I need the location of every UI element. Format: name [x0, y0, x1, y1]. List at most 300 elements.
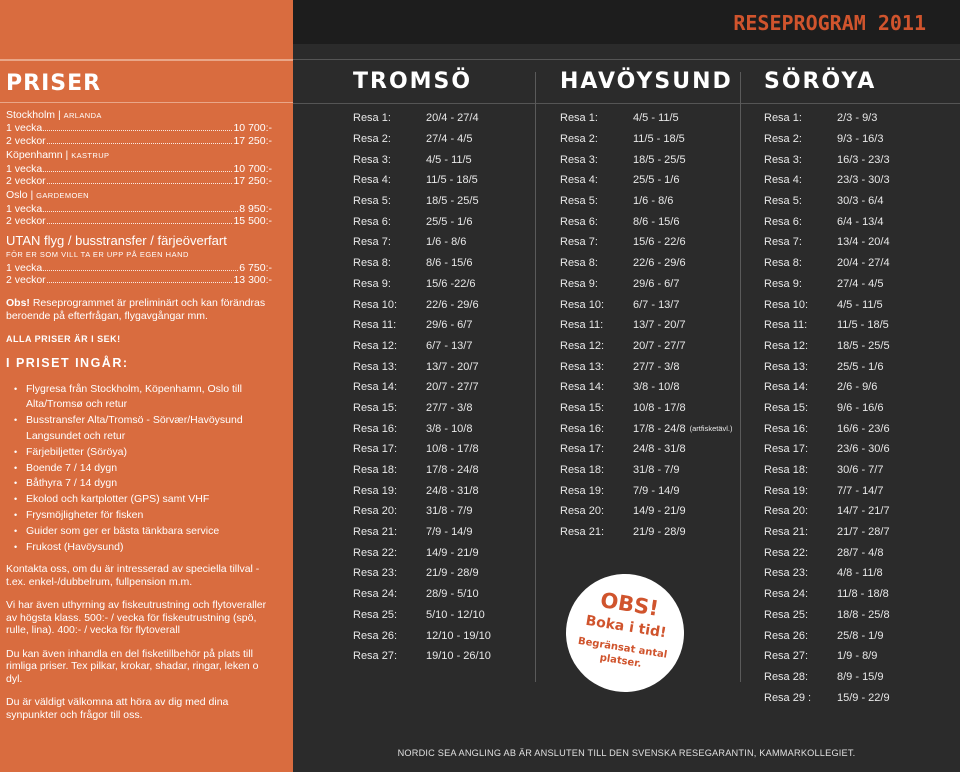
trip-dates: 29/6 - 6/7 [426, 319, 473, 332]
trip-dates: 15/6 -22/6 [426, 277, 476, 290]
footer-text: NORDIC SEA ANGLING AB ÄR ANSLUTEN TILL DEN SVENSKA RESEGARANTIN, KAMMARKOLLEGIET. [397, 748, 856, 758]
trip-dates: 12/10 - 19/10 [426, 629, 491, 642]
price-group-name: Stockholm [6, 109, 56, 121]
trip-label: Resa 10: [764, 298, 809, 311]
trip-label: Resa 18: [353, 464, 398, 477]
includes-item-text: Ekolod och kartplotter (GPS) samt VHF [26, 493, 210, 506]
paragraph-rental: Vi har även uthyrning av fiskeutrustning och flytoveraller av högsta klass. 500:- / vecka för fiskeutrustning (spö, rulle, lina). 400:- / vecka för flytoverall [6, 599, 267, 637]
trip-row [353, 108, 491, 129]
trip-row [353, 646, 491, 667]
trip-row [764, 315, 890, 336]
trip-row [764, 584, 890, 605]
trip-label: Resa 9: [560, 277, 598, 290]
trip-label: Resa 24: [353, 588, 398, 601]
price-row [6, 135, 272, 147]
trip-dates: 1/9 - 8/9 [837, 650, 878, 663]
airport-name: GARDEMOEN [36, 191, 89, 201]
trip-row [353, 542, 491, 563]
trip-row [560, 315, 733, 336]
trip-label: Resa 21: [764, 526, 809, 539]
trip-label: Resa 11: [353, 319, 397, 332]
trip-dates: 27/4 - 4/5 [426, 133, 473, 146]
trip-dates: 11/5 - 18/5 [837, 319, 889, 332]
trip-label: Resa 9: [353, 277, 391, 290]
trip-dates: 18/8 - 25/8 [837, 608, 890, 621]
trip-dates: 4/5 - 11/5 [633, 112, 679, 125]
trip-dates: 27/7 - 3/8 [426, 401, 473, 414]
top-bar [293, 0, 960, 44]
trip-row [560, 232, 733, 253]
trip-dates: 14/9 - 21/9 [426, 546, 479, 559]
includes-item [14, 476, 272, 492]
destination-heading-soroya: SÖRÖYA [764, 69, 877, 94]
leader-dots [47, 183, 233, 184]
trip-dates: 6/7 - 13/7 [426, 339, 473, 352]
includes-item-text: Frysmöjligheter för fisken [26, 509, 144, 522]
price-value: 8 950:- [239, 202, 272, 215]
trip-label: Resa 3: [353, 153, 391, 166]
trip-dates: 11/8 - 18/8 [837, 588, 889, 601]
trip-row [353, 377, 491, 398]
price-groups [6, 109, 272, 287]
trip-row [353, 232, 491, 253]
bullet-icon: • [14, 462, 18, 473]
trip-dates: 9/6 - 16/6 [837, 401, 884, 414]
program-title: RESEPROGRAM 2011 [733, 11, 926, 35]
price-value: 13 300:- [233, 274, 272, 287]
trip-row [764, 605, 890, 626]
price-row [6, 274, 272, 286]
trip-label: Resa 4: [560, 174, 598, 187]
trip-row [353, 336, 491, 357]
trip-row [764, 294, 890, 315]
trip-label: Resa 21: [353, 526, 398, 539]
includes-item-text: Flygresa från Stockholm, Köpenhamn, Oslo till Alta/Tromsø och retur [26, 382, 242, 411]
trip-note: (artfisketävl.) [689, 424, 733, 434]
trip-row [353, 522, 491, 543]
trip-row [764, 356, 890, 377]
trip-row [353, 129, 491, 150]
trip-row [560, 377, 733, 398]
badge-line-2: Boka i tid! [584, 612, 668, 642]
trip-dates: 28/7 - 4/8 [837, 546, 884, 559]
paragraph-contact: Du är väldigt välkomna att höra av dig med dina synpunkter och frågor till oss. [6, 696, 229, 721]
trip-dates: 30/6 - 7/7 [837, 464, 884, 477]
trip-label: Resa 2: [560, 133, 598, 146]
trip-row [353, 460, 491, 481]
trip-row [764, 232, 890, 253]
trip-label: Resa 22: [353, 546, 398, 559]
trip-dates: 27/7 - 3/8 [633, 360, 680, 373]
trip-row [353, 584, 491, 605]
includes-item-text: Busstransfer Alta/Tromsö - Sörvær/Havöysund Langsundet och retur [26, 414, 243, 443]
price-row [6, 122, 272, 134]
trip-label: Resa 11: [764, 319, 808, 332]
includes-item-text: Frukost (Havöysund) [26, 540, 124, 553]
includes-list [6, 382, 272, 556]
leader-dots [43, 270, 238, 271]
trip-dates: 16/6 - 23/6 [837, 422, 890, 435]
trip-label: Resa 28: [764, 670, 809, 683]
trip-dates: 4/8 - 11/8 [837, 567, 883, 580]
trip-row [560, 253, 733, 274]
price-row [6, 215, 272, 227]
includes-item-text: Boende 7 / 14 dygn [26, 461, 118, 474]
badge-line-3: Begränsat antal platser. [577, 635, 668, 670]
trip-label: Resa 1: [764, 112, 802, 125]
trip-dates: 4/5 - 11/5 [837, 298, 883, 311]
trip-row [560, 356, 733, 377]
trip-dates: 22/6 - 29/6 [426, 298, 479, 311]
trip-label: Resa 3: [764, 153, 802, 166]
trip-row [764, 108, 890, 129]
separator: | [55, 109, 64, 121]
trip-dates: 20/7 - 27/7 [633, 339, 686, 352]
trip-dates: 30/3 - 6/4 [837, 195, 884, 208]
includes-item [14, 445, 272, 461]
trip-dates: 18/5 - 25/5 [426, 195, 479, 208]
price-value: 10 700:- [233, 162, 272, 175]
trip-row [560, 522, 733, 543]
duration-label: 1 vecka [6, 262, 43, 275]
trip-row [353, 274, 491, 295]
price-group-title [6, 109, 272, 122]
trip-row [560, 170, 733, 191]
trip-row [560, 460, 733, 481]
trip-dates: 7/7 - 14/7 [837, 484, 884, 497]
includes-item [14, 540, 272, 556]
trip-list-havoysund [560, 108, 733, 542]
includes-item-text: Guider som ger er bästa tänkbara service [26, 524, 220, 537]
trip-row [353, 563, 491, 584]
trip-row [353, 605, 491, 626]
trip-row [764, 149, 890, 170]
badge-line-1: OBS! [598, 587, 661, 621]
trip-row [353, 398, 491, 419]
includes-item [14, 413, 272, 445]
trip-label: Resa 14: [560, 381, 605, 394]
duration-label: 1 vecka [6, 202, 43, 215]
trip-dates: 8/9 - 15/9 [837, 670, 884, 683]
trip-dates: 10/8 - 17/8 [633, 401, 686, 414]
trip-row [764, 460, 890, 481]
trip-label: Resa 13: [353, 360, 398, 373]
includes-item [14, 524, 272, 540]
note-bold: Obs! [6, 296, 30, 309]
trip-label: Resa 12: [764, 339, 809, 352]
leader-dots [47, 282, 233, 283]
trip-dates: 18/5 - 25/5 [633, 153, 686, 166]
duration-label: 2 veckor [6, 134, 46, 147]
bullet-icon: • [14, 510, 18, 521]
includes-item [14, 492, 272, 508]
price-group-title [6, 233, 272, 248]
trip-label: Resa 19: [764, 484, 809, 497]
trip-label: Resa 8: [764, 257, 802, 270]
trip-label: Resa 13: [560, 360, 605, 373]
trip-list-soroya [764, 108, 890, 708]
duration-label: 1 vecka [6, 122, 43, 135]
separator: | [62, 149, 72, 162]
trip-dates: 14/9 - 21/9 [633, 505, 686, 518]
note [6, 297, 272, 323]
trip-label: Resa 26: [764, 629, 809, 642]
trip-label: Resa 10: [353, 298, 398, 311]
trip-row [560, 294, 733, 315]
trip-dates: 25/8 - 1/9 [837, 629, 884, 642]
price-value: 17 250:- [233, 175, 272, 188]
trip-label: Resa 26: [353, 629, 398, 642]
trip-dates: 20/4 - 27/4 [837, 257, 890, 270]
prices-panel [0, 0, 293, 772]
trip-dates: 13/7 - 20/7 [633, 319, 686, 332]
trip-label: Resa 9: [764, 277, 802, 290]
duration-label: 2 veckor [6, 274, 46, 287]
trip-row [353, 501, 491, 522]
trip-label: Resa 8: [353, 257, 391, 270]
trip-row [764, 439, 890, 460]
trip-label: Resa 1: [353, 112, 391, 125]
trip-row [764, 129, 890, 150]
trip-label: Resa 15: [764, 401, 809, 414]
trip-row [764, 563, 890, 584]
trip-label: Resa 5: [560, 195, 598, 208]
trip-label: Resa 12: [560, 339, 605, 352]
trip-row [560, 129, 733, 150]
divider-header [293, 103, 960, 104]
trip-dates: 6/4 - 13/4 [837, 215, 884, 228]
trip-dates: 24/8 - 31/8 [633, 443, 686, 456]
bullet-icon: • [14, 383, 18, 394]
trip-label: Resa 20: [560, 505, 605, 518]
trip-label: Resa 24: [764, 588, 809, 601]
trip-row [560, 149, 733, 170]
prices-header [0, 59, 293, 103]
trip-dates: 7/9 - 14/9 [633, 484, 680, 497]
trip-label: Resa 23: [353, 567, 398, 580]
trip-row [353, 418, 491, 439]
trip-label: Resa 20: [764, 505, 809, 518]
price-value: 15 500:- [233, 215, 272, 228]
trip-label: Resa 27: [764, 650, 809, 663]
trip-row [764, 253, 890, 274]
trip-label: Resa 29 : [764, 691, 812, 704]
trip-dates: 27/4 - 4/5 [837, 277, 884, 290]
price-value: 17 250:- [233, 134, 272, 147]
trip-dates: 25/5 - 1/6 [633, 174, 680, 187]
trip-dates: 11/5 - 18/5 [633, 133, 685, 146]
price-group-title [6, 189, 272, 202]
price-group-subtitle: FÖR ER SOM VILL TA ER UPP PÅ EGEN HAND [6, 249, 189, 259]
trip-row [560, 480, 733, 501]
trip-dates: 13/7 - 20/7 [426, 360, 479, 373]
bullet-icon: • [14, 478, 18, 489]
trip-row [764, 646, 890, 667]
divider-top [293, 59, 960, 60]
trip-row [353, 191, 491, 212]
trip-dates: 3/8 - 10/8 [426, 422, 473, 435]
trip-row [764, 336, 890, 357]
trip-label: Resa 6: [560, 215, 598, 228]
trip-dates: 20/4 - 27/4 [426, 112, 479, 125]
trip-row [764, 625, 890, 646]
price-value: 6 750:- [239, 262, 272, 275]
trip-row [560, 418, 733, 439]
trip-dates: 14/7 - 21/7 [837, 505, 890, 518]
price-row [6, 175, 272, 187]
all-prices-note: ALLA PRISER ÄR I SEK! [6, 333, 121, 344]
trip-label: Resa 18: [764, 464, 809, 477]
trip-row [764, 398, 890, 419]
includes-item-text: Färjebiljetter (Söröya) [26, 445, 127, 458]
includes-item-text: Båthyra 7 / 14 dygn [26, 477, 118, 490]
trip-row [764, 480, 890, 501]
trip-label: Resa 12: [353, 339, 398, 352]
trip-row [560, 439, 733, 460]
includes-title: I PRISET INGÅR: [6, 356, 129, 371]
trip-label: Resa 6: [764, 215, 802, 228]
trip-label: Resa 7: [353, 236, 391, 249]
separator: | [27, 189, 37, 202]
trip-dates: 15/9 - 22/9 [837, 691, 890, 704]
trip-row [353, 149, 491, 170]
trip-dates: 28/9 - 5/10 [426, 588, 479, 601]
trip-dates: 9/3 - 16/3 [837, 133, 884, 146]
price-value: 10 700:- [233, 122, 272, 135]
trip-row [764, 377, 890, 398]
includes-item [14, 508, 272, 524]
trip-row [560, 501, 733, 522]
trip-dates: 17/8 - 24/8 [426, 464, 479, 477]
trip-row [560, 336, 733, 357]
trip-label: Resa 13: [764, 360, 809, 373]
trip-dates: 21/7 - 28/7 [837, 526, 890, 539]
trip-row [764, 170, 890, 191]
trip-dates: 8/6 - 15/6 [426, 257, 473, 270]
trip-label: Resa 17: [764, 443, 809, 456]
includes-item [14, 382, 272, 414]
trip-row [560, 211, 733, 232]
trip-row [353, 315, 491, 336]
note-text: Reseprogrammet är preliminärt och kan förändras beroende på efterfrågan, flygavgångar mm. [6, 296, 266, 322]
price-row [6, 203, 272, 215]
trip-dates: 23/6 - 30/6 [837, 443, 890, 456]
trip-row [764, 522, 890, 543]
trip-label: Resa 25: [764, 608, 809, 621]
trip-row [764, 418, 890, 439]
leader-dots [43, 171, 232, 172]
trip-label: Resa 27: [353, 650, 398, 663]
trip-list-tromso [353, 108, 491, 667]
trip-dates: 5/10 - 12/10 [426, 608, 485, 621]
trip-label: Resa 6: [353, 215, 391, 228]
destination-heading-tromso: TROMSÖ [353, 69, 473, 94]
trip-dates: 17/8 - 24/8 [633, 422, 686, 435]
trip-label: Resa 14: [764, 381, 809, 394]
trip-dates: 31/8 - 7/9 [633, 464, 680, 477]
trip-row [764, 542, 890, 563]
trip-dates: 7/9 - 14/9 [426, 526, 473, 539]
leader-dots [47, 223, 233, 224]
trip-dates: 15/6 - 22/6 [633, 236, 686, 249]
trip-dates: 21/9 - 28/9 [426, 567, 479, 580]
duration-label: 2 veckor [6, 175, 46, 188]
price-group-title [6, 149, 272, 162]
trip-row [560, 398, 733, 419]
trip-label: Resa 5: [353, 195, 391, 208]
trip-dates: 6/7 - 13/7 [633, 298, 680, 311]
trip-label: Resa 19: [560, 484, 605, 497]
trip-label: Resa 4: [764, 174, 802, 187]
trip-dates: 19/10 - 26/10 [426, 650, 491, 663]
column-divider-2 [740, 72, 741, 682]
trip-row [353, 170, 491, 191]
trip-label: Resa 18: [560, 464, 605, 477]
trip-row [764, 501, 890, 522]
trip-label: Resa 8: [560, 257, 598, 270]
trip-dates: 10/8 - 17/8 [426, 443, 479, 456]
trip-label: Resa 23: [764, 567, 809, 580]
bullet-icon: • [14, 525, 18, 536]
trip-dates: 13/4 - 20/4 [837, 236, 890, 249]
trip-label: Resa 11: [560, 319, 604, 332]
trip-dates: 22/6 - 29/6 [633, 257, 686, 270]
trip-label: Resa 16: [560, 422, 605, 435]
paragraph-shop: Du kan även inhandla en del fisketillbehör på plats till rimliga priser. Tex pilkar, krokar, shadar, ringar, leken o dyl. [6, 647, 259, 685]
trip-dates: 25/5 - 1/6 [837, 360, 884, 373]
trip-label: Resa 17: [560, 443, 605, 456]
leader-dots [47, 143, 233, 144]
price-row [6, 163, 272, 175]
bullet-icon: • [14, 446, 18, 457]
leader-dots [43, 211, 238, 212]
trip-row [560, 274, 733, 295]
price-group-name: Oslo [6, 189, 28, 202]
includes-item [14, 461, 272, 477]
trip-row [353, 253, 491, 274]
trip-row [353, 356, 491, 377]
trip-row [560, 108, 733, 129]
trip-row [353, 480, 491, 501]
trip-label: Resa 10: [560, 298, 605, 311]
trip-row [764, 667, 890, 688]
trip-dates: 2/3 - 9/3 [837, 112, 878, 125]
trip-dates: 25/5 - 1/6 [426, 215, 473, 228]
trip-label: Resa 16: [764, 422, 809, 435]
trip-row [764, 211, 890, 232]
trip-dates: 18/5 - 25/5 [837, 339, 890, 352]
price-group-name: Köpenhamn [6, 149, 63, 162]
trip-dates: 8/6 - 15/6 [633, 215, 680, 228]
prices-heading: PRISER [6, 71, 102, 96]
bullet-icon: • [14, 494, 18, 505]
trip-label: Resa 21: [560, 526, 605, 539]
trip-label: Resa 25: [353, 608, 398, 621]
trip-label: Resa 22: [764, 546, 809, 559]
trip-dates: 2/6 - 9/6 [837, 381, 878, 394]
trip-label: Resa 3: [560, 153, 598, 166]
airport-name: KASTRUP [71, 151, 110, 161]
leader-dots [43, 130, 232, 131]
price-group-name: UTAN flyg / busstransfer / färjeöverfart [6, 232, 227, 248]
trip-label: Resa 15: [560, 401, 605, 414]
trip-row [560, 191, 733, 212]
airport-name: ARLANDA [63, 111, 102, 120]
trip-dates: 11/5 - 18/5 [426, 174, 478, 187]
trip-dates: 31/8 - 7/9 [426, 505, 473, 518]
price-row [6, 262, 272, 274]
trip-row [353, 625, 491, 646]
